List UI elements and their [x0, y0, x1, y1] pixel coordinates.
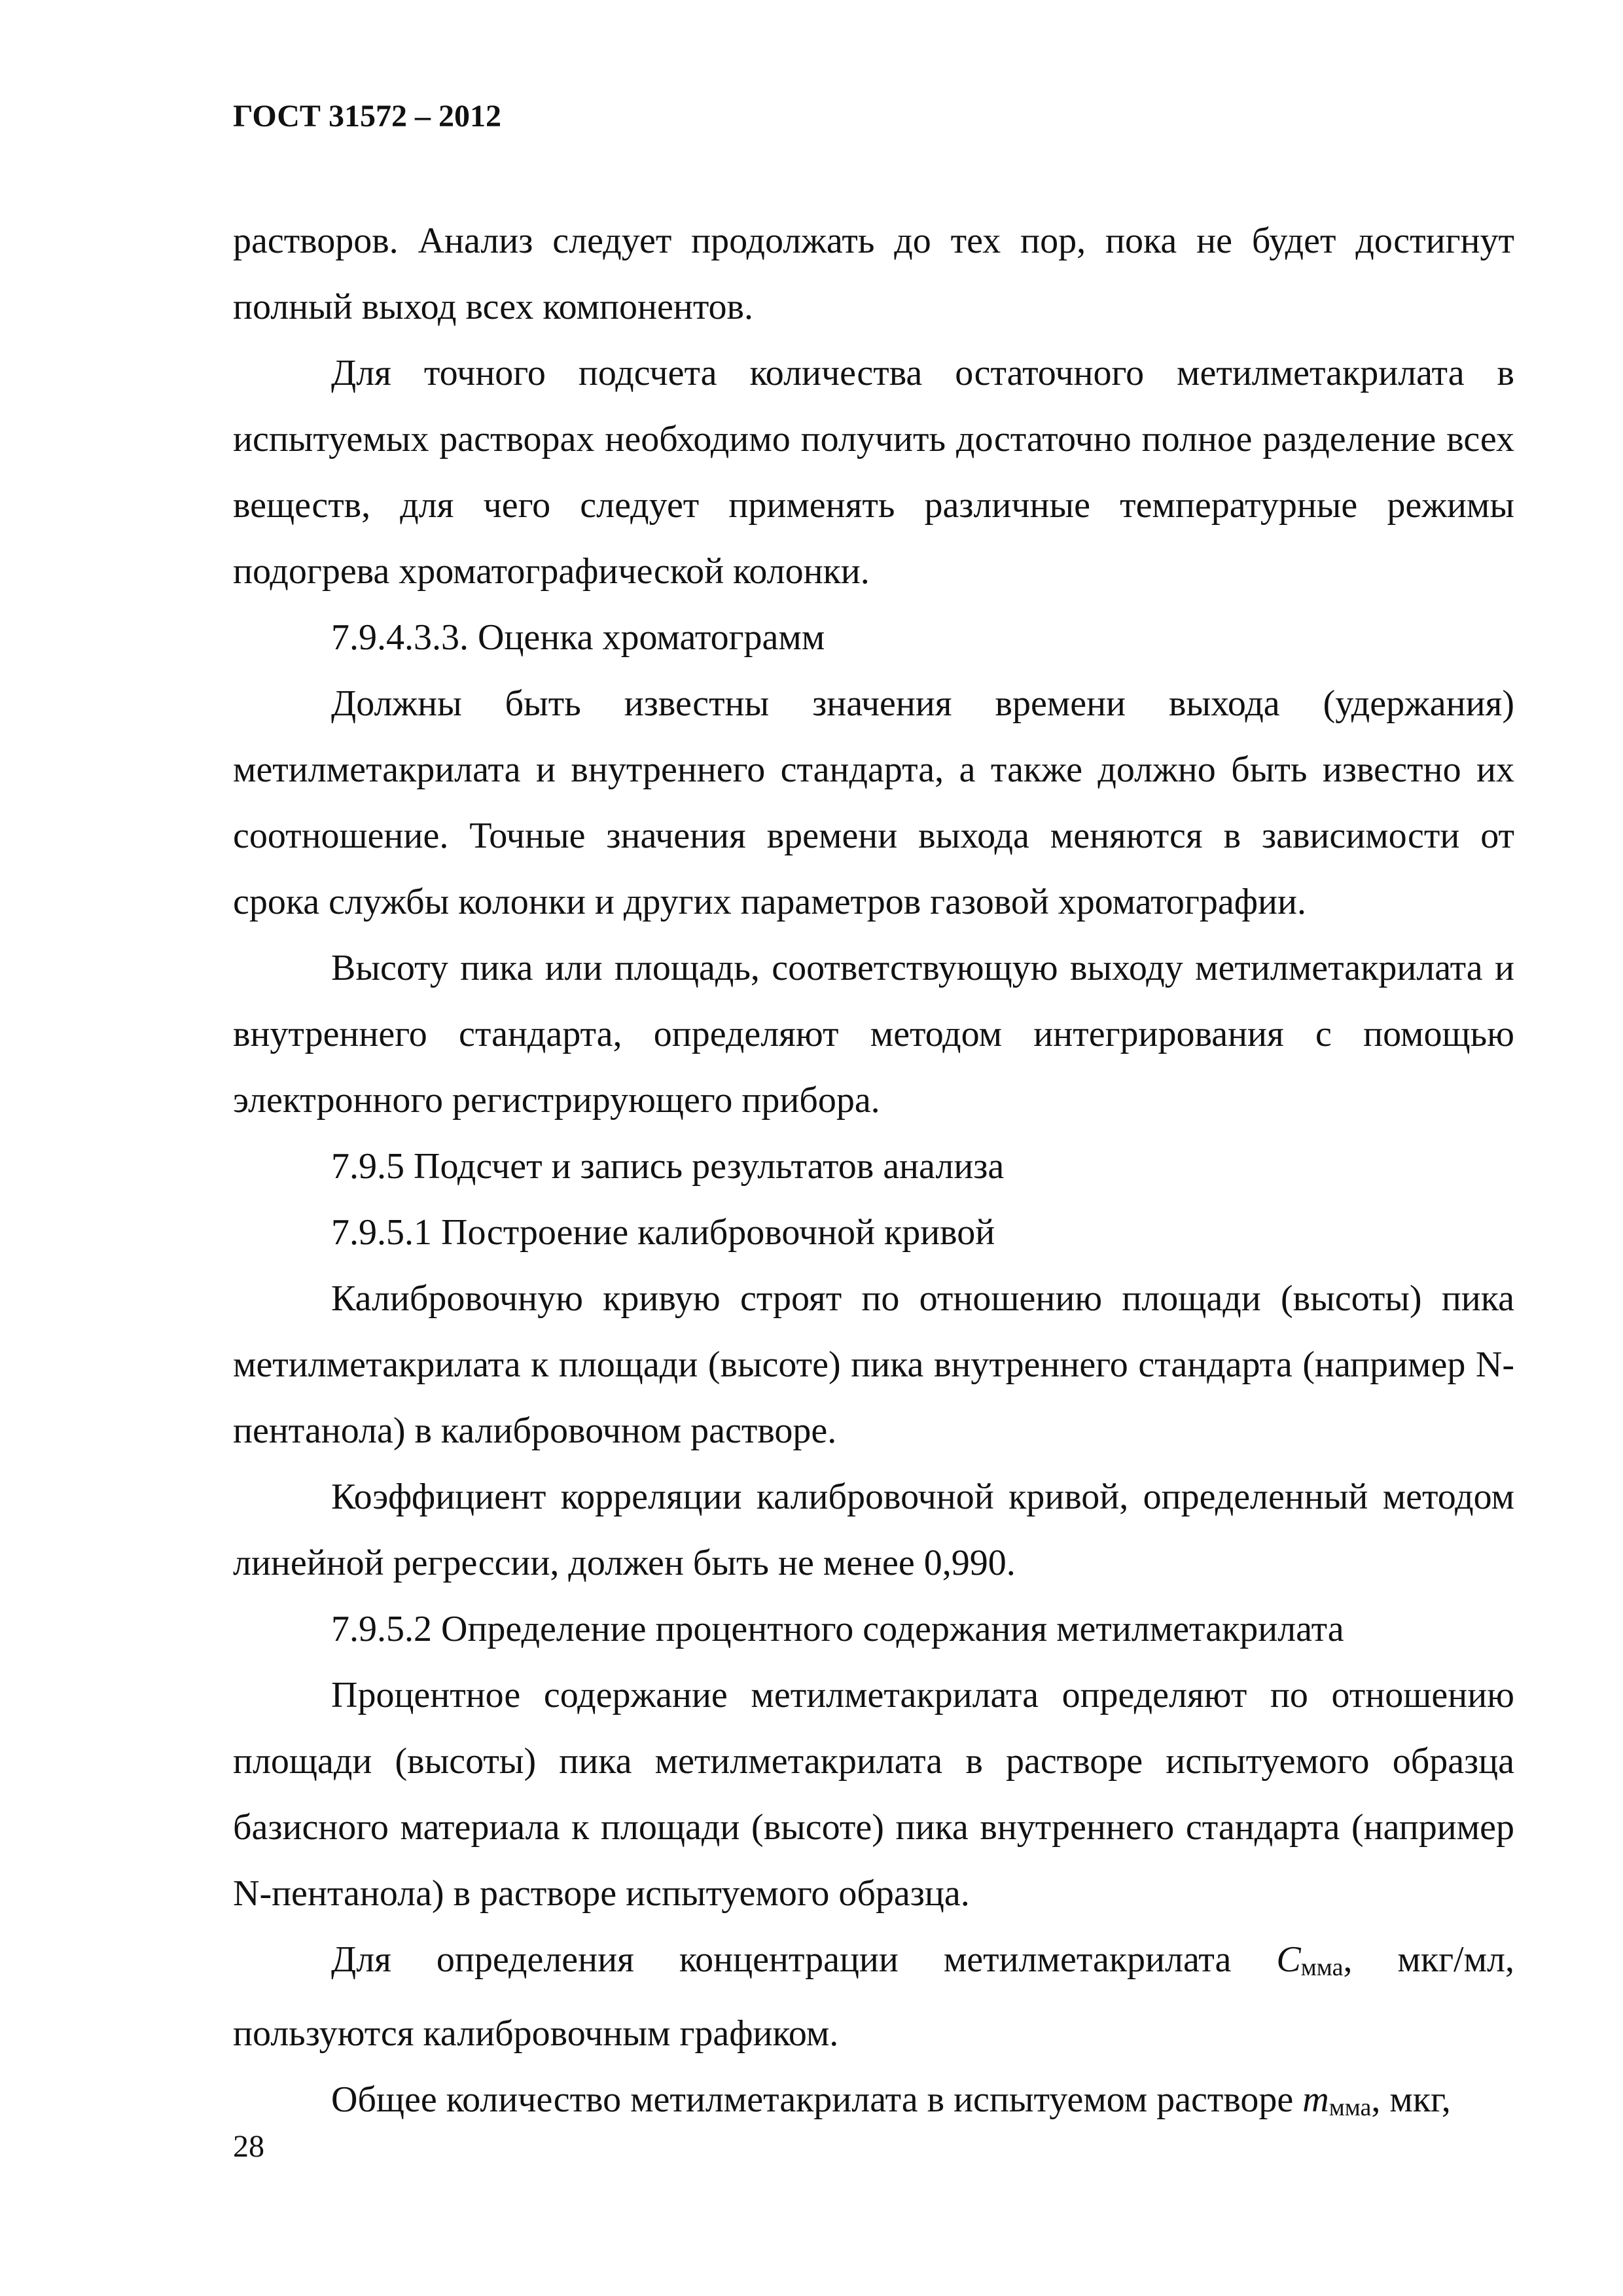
variable-m-subscript: мма	[1329, 2094, 1372, 2121]
text-fragment: , мкг,	[1371, 2079, 1451, 2120]
variable-m: m	[1302, 2079, 1329, 2120]
text-fragment: Для определения концентрации метилметакрилата	[331, 1939, 1277, 1980]
paragraph-total-amount	[233, 2067, 1514, 2141]
paragraph-retention-time: Должны быть известны значения времени выхода (удержания) метилметакрилата и внутреннего стандарта, а также должно быть известно их соотношение. Точные значения времени выхода меняются в зависимости от срока службы колонки и других параметров газовой хроматографии.	[233, 683, 1514, 922]
paragraph-concentration	[233, 1927, 1514, 2067]
document-body	[233, 208, 1514, 2141]
text-fragment: Общее количество метилметакрилата в испытуемом растворе	[331, 2079, 1303, 2120]
paragraph-calibration-curve: Калибровочную кривую строят по отношению площади (высоты) пика метилметакрилата к площади (высоте) пика внутреннего стандарта (например N-пентанола) в калибровочном растворе.	[233, 1278, 1514, 1451]
paragraph-separation: Для точного подсчета количества остаточного метилметакрилата в испытуемых растворах необходимо получить достаточно полное разделение всех веществ, для чего следует применять различные температурные режимы подогрева хроматографической колонки.	[233, 353, 1514, 592]
paragraph-correlation-coefficient: Коэффициент корреляции калибровочной кривой, определенный методом линейной регрессии, должен быть не менее 0,990.	[233, 1477, 1514, 1583]
paragraph-percent-content: Процентное содержание метилметакрилата определяют по отношению площади (высоты) пика метилметакрилата в растворе испытуемого образца базисного материала к площади (высоте) пика внутреннего стандарта (например N-пентанола) в растворе испытуемого образца.	[233, 1675, 1514, 1914]
section-heading-7-9-5-1: 7.9.5.1 Построение калибровочной кривой	[331, 1212, 995, 1253]
document-code-header: ГОСТ 31572 – 2012	[233, 99, 501, 134]
page-number: 28	[233, 2129, 264, 2164]
text-fragment: , мкг/мл, пользуются калибровочным графиком.	[233, 1939, 1514, 2054]
paragraph-continuation: растворов. Анализ следует продолжать до тех пор, пока не будет достигнут полный выход всех компонентов.	[233, 221, 1514, 327]
section-heading-7-9-5-2: 7.9.5.2 Определение процентного содержания метилметакрилата	[331, 1609, 1344, 1649]
section-heading-7-9-4-3-3: 7.9.4.3.3. Оценка хроматограмм	[331, 617, 825, 658]
variable-c-subscript: мма	[1300, 1954, 1344, 1981]
section-heading-7-9-5: 7.9.5 Подсчет и запись результатов анализа	[331, 1146, 1005, 1187]
variable-c: C	[1276, 1939, 1301, 1980]
paragraph-peak-height: Высоту пика или площадь, соответствующую выходу метилметакрилата и внутреннего стандарта, определяют методом интегрирования с помощью электронного регистрирующего прибора.	[233, 948, 1514, 1121]
